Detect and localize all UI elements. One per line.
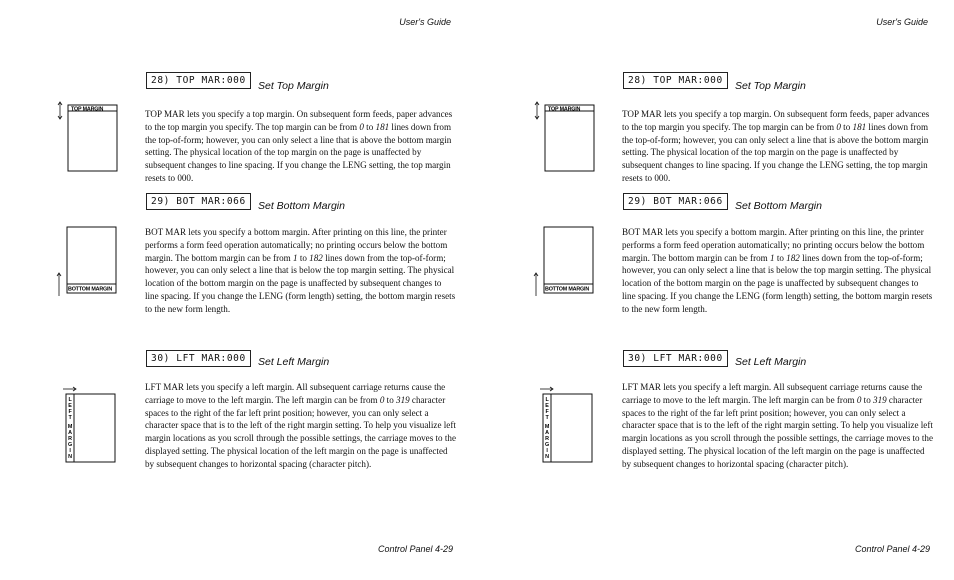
svg-text:G: G	[545, 442, 549, 448]
body-paragraph-left-margin: LFT MAR lets you specify a left margin. All subsequent carriage returns cause the carriage to move to the left margin. The left margin can be from 0 to 319 character spaces to the right of the far left print position; however, you can only select a character space that is to the left of the right margin setting. To help you visualize left margin locations as you scroll through the possible settings, the carriage moves to the displayed setting. The physical location of the left margin on the page is unaffected by subsequent changes to horizontal spacing (character pitch).	[145, 382, 456, 469]
page-right	[477, 0, 954, 580]
left-margin-diagram	[54, 386, 124, 468]
lcd-display-top-margin: 28) TOP MAR:000	[146, 72, 251, 89]
svg-text:L: L	[545, 397, 549, 403]
left-margin-figure	[531, 386, 601, 468]
svg-text:A: A	[68, 430, 72, 436]
svg-text:M: M	[544, 424, 550, 430]
svg-text:A: A	[545, 430, 549, 436]
body-paragraph-top-margin: TOP MAR lets you specify a top margin. On subsequent form feeds, paper advances to the top margin you specify. The top margin can be from 0 to 181 lines down from the top-of-form; however, you can only select a line that is above the bottom margin setting. The physical location of the top margin on the page is unaffected by subsequent changes to line spacing. If you change the LENG setting, the top margin resets to 000.	[622, 109, 930, 183]
svg-text:I: I	[546, 448, 548, 454]
figure-label: BOTTOM MARGIN	[545, 286, 590, 293]
bottom-margin-diagram	[54, 222, 124, 302]
lcd-display-left-margin: 30) LFT MAR:000	[146, 350, 251, 367]
running-header: User's Guide	[876, 17, 928, 27]
svg-text:E: E	[545, 403, 549, 409]
svg-text:M: M	[67, 424, 73, 430]
svg-text:T: T	[545, 415, 549, 421]
lcd-display-bottom-margin: 29) BOT MAR:066	[146, 193, 251, 210]
left-margin-diagram	[531, 386, 601, 468]
top-margin-diagram	[531, 98, 601, 178]
figure-label: BOTTOM MARGIN	[68, 286, 113, 293]
lcd-display-left-margin: 30) LFT MAR:000	[623, 350, 728, 367]
paper-sheet	[544, 227, 593, 293]
svg-text:N: N	[545, 454, 549, 460]
figure-label: TOP MARGIN	[71, 106, 104, 113]
section-title-top-margin: Set Top Margin	[735, 80, 806, 92]
bottom-margin-figure	[54, 222, 124, 302]
svg-text:R: R	[68, 436, 72, 442]
lcd-display-bottom-margin: 29) BOT MAR:066	[623, 193, 728, 210]
section-title-bottom-margin: Set Bottom Margin	[735, 200, 822, 212]
paper-sheet	[543, 394, 592, 462]
svg-text:F: F	[68, 409, 72, 415]
body-paragraph-left-margin: LFT MAR lets you specify a left margin. All subsequent carriage returns cause the carriage to move to the left margin. The left margin can be from 0 to 319 character spaces to the right of the far left print position; however, you can only select a character space that is to the left of the right margin setting. To help you visualize left margin locations as you scroll through the possible settings, the carriage moves to the displayed setting. The physical location of the left margin on the page is unaffected by subsequent changes to horizontal spacing (character pitch).	[622, 382, 933, 469]
svg-text:T: T	[68, 415, 72, 421]
svg-text:I: I	[69, 448, 71, 454]
left-margin-figure	[54, 386, 124, 468]
paper-sheet	[67, 227, 116, 293]
top-margin-figure	[54, 98, 124, 178]
running-footer: Control Panel 4-29	[377, 544, 453, 554]
svg-text:L: L	[68, 397, 72, 403]
lcd-display-top-margin: 28) TOP MAR:000	[623, 72, 728, 89]
top-margin-diagram	[54, 98, 124, 178]
svg-text:E: E	[68, 403, 72, 409]
figure-label: TOP MARGIN	[548, 106, 581, 113]
section-title-left-margin: Set Left Margin	[258, 356, 330, 368]
svg-text:F: F	[545, 409, 549, 415]
paper-sheet	[545, 105, 594, 171]
running-footer: Control Panel 4-29	[854, 544, 930, 554]
svg-text:G: G	[68, 442, 72, 448]
body-paragraph-bottom-margin: BOT MAR lets you specify a bottom margin. After printing on this line, the printer performs a form feed operation automatically; no printing occurs below the bottom margin. The bottom margin can be from 1 to 182 lines down from the top-of-form; however, you can only select a line that is below the top margin setting. The physical location of the bottom margin on the page is unaffected by subsequent changes to line spacing. If you change the LENG (form length) setting, the bottom margin resets to the new form length.	[622, 227, 933, 314]
paper-sheet	[66, 394, 115, 462]
running-header: User's Guide	[399, 17, 451, 27]
paper-sheet	[68, 105, 117, 171]
svg-text:N: N	[68, 454, 72, 460]
section-title-bottom-margin: Set Bottom Margin	[258, 200, 345, 212]
bottom-margin-diagram	[531, 222, 601, 302]
svg-text:R: R	[545, 436, 549, 442]
bottom-margin-figure	[531, 222, 601, 302]
body-paragraph-top-margin: TOP MAR lets you specify a top margin. On subsequent form feeds, paper advances to the top margin you specify. The top margin can be from 0 to 181 lines down from the top-of-form; however, you can only select a line that is above the bottom margin setting. The physical location of the top margin on the page is unaffected by subsequent changes to line spacing. If you change the LENG setting, the top margin resets to 000.	[145, 109, 453, 183]
top-margin-figure	[531, 98, 601, 178]
section-title-top-margin: Set Top Margin	[258, 80, 329, 92]
body-paragraph-bottom-margin: BOT MAR lets you specify a bottom margin. After printing on this line, the printer performs a form feed operation automatically; no printing occurs below the bottom margin. The bottom margin can be from 1 to 182 lines down from the top-of-form; however, you can only select a line that is below the top margin setting. The physical location of the bottom margin on the page is unaffected by subsequent changes to line spacing. If you change the LENG (form length) setting, the bottom margin resets to the new form length.	[145, 227, 456, 314]
section-title-left-margin: Set Left Margin	[735, 356, 807, 368]
